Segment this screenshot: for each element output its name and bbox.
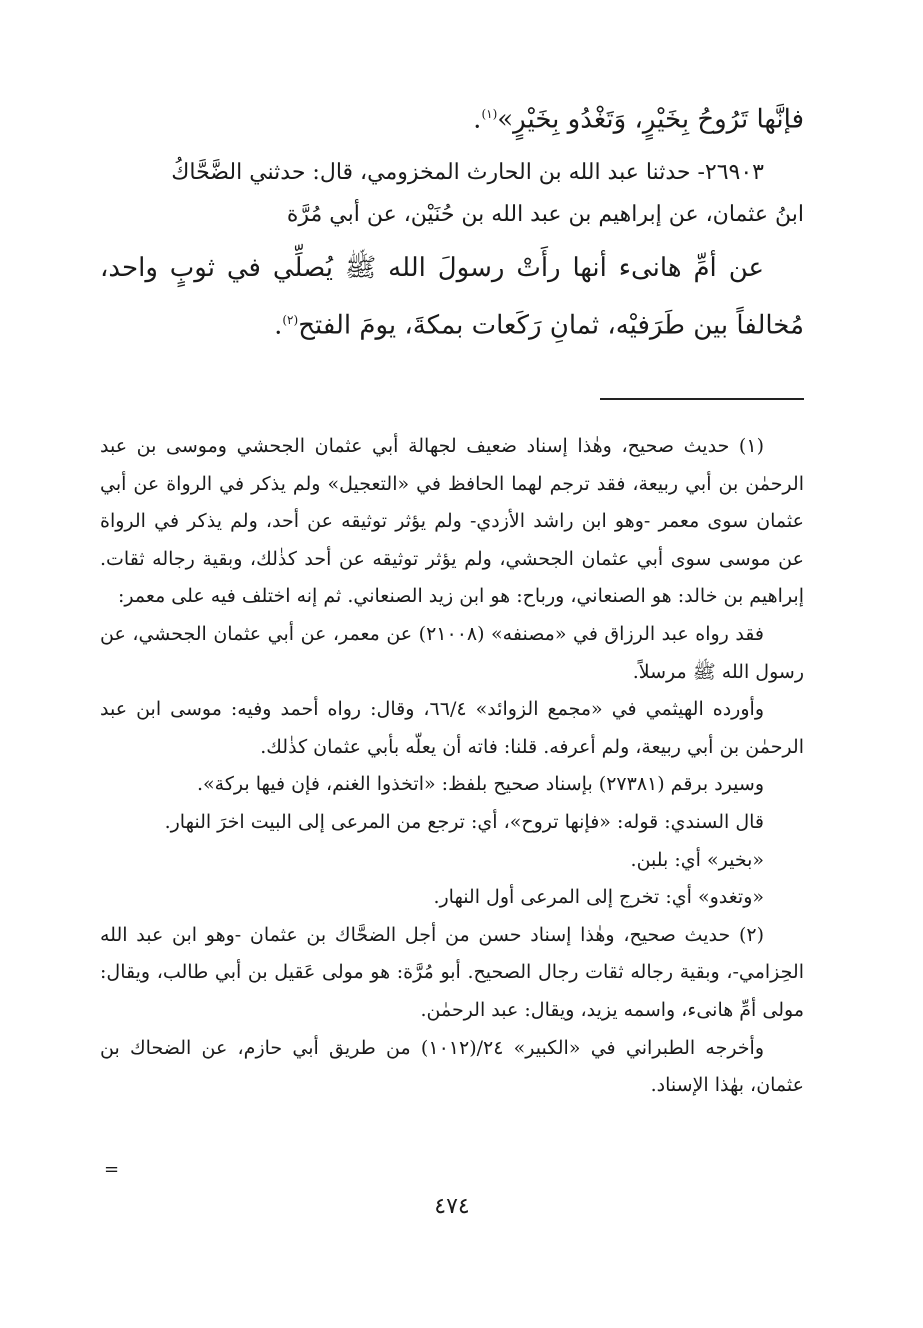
footnote-paragraph: «بخير» أي: بلبن.: [630, 848, 764, 871]
footnote-ref-1: (١): [481, 107, 498, 121]
footnote-paragraph: وأورده الهيثمي في «مجمع الزوائد» ٦٦/٤، وقال: رواه أحمد وفيه: موسى ابن عبد الرحمٰن بن أبي ربيعة، ولم أعرفه. قلنا: فاته أن يعلّه بأبي عثمان كذٰلك.: [100, 698, 804, 758]
footnote-2: (٢) حديث صحيح، وهٰذا إسناد حسن من أجل الضحَّاك بن عثمان -وهو ابن عبد الله الحِزامي-، وبقية رجاله ثقات رجال الصحيح. أبو مُرَّة: هو مولى عَقيل بن أبي طالب، ويقال: مولى أمِّ هانىء، واسمه يزيد، ويقال: عبد الرحمٰن.: [100, 923, 804, 1021]
previous-hadith-ending: [100, 90, 804, 144]
previous-hadith-text: فإنَّها تَرُوحُ بِخَيْرٍ، وَتَغْدُو بِخَيْرٍ»: [497, 104, 804, 135]
footnote-paragraph: قال السندي: قوله: «فإنها تروح»، أي: ترجع من المرعى إلى البيت اخرَ النهار.: [164, 810, 764, 833]
footnote-separator: [600, 398, 804, 400]
footnote-ref-2: (٢): [282, 312, 299, 327]
period: .: [274, 310, 283, 341]
footnotes: [100, 428, 804, 1105]
page-number: ٤٧٤: [434, 1194, 470, 1219]
hadith-matn: [100, 242, 804, 352]
footnote-paragraph: وسيرد برقم (٢٧٣٨١) بإسناد صحيح بلفظ: «اتخذوا الغنم، فإن فيها بركة».: [196, 773, 764, 796]
isnad-line-1: حدثنا عبد الله بن الحارث المخزومي، قال: حدثني الضَّحَّاكُ: [171, 159, 691, 185]
period: .: [473, 104, 482, 135]
footnote-paragraph: فقد رواه عبد الرزاق في «مصنفه» (٢١٠٠٨) عن معمر، عن أبي عثمان الجحشي، عن رسول الله ﷺ مرسلاً.: [100, 622, 804, 683]
main-text: [100, 90, 804, 351]
page-body: [100, 90, 804, 1290]
isnad-line-2: ابنُ عثمان، عن إبراهيم بن عبد الله بن حُنَيْن، عن أبي مُرَّة: [286, 201, 804, 227]
footnote-1: (١) حديث صحيح، وهٰذا إسناد ضعيف لجهالة أبي عثمان الجحشي وموسى بن عبد الرحمٰن بن أبي ربيعة، فقد ترجم لهما الحافظ في «التعجيل» ولم يذكر في الرواة عن أبي عثمان سوى معمر -وهو ابن راشد الأزدي- ولم يؤثر توثيقه عن أحد، ولم يذكر في الرواة عن موسى سوى أبي عثمان الجحشي، ولم يؤثر توثيقه عن أحد كذٰلك، وبقية رجاله ثقات. إبراهيم بن خالد: هو الصنعاني، ورباح: هو ابن زيد الصنعاني. ثم إنه اختلف فيه على معمر:: [100, 435, 804, 608]
footnote-paragraph: «وتغدو» أي: تخرج إلى المرعى أول النهار.: [433, 886, 764, 909]
footnote-paragraph: وأخرجه الطبراني في «الكبير» ٢٤/(١٠١٢) من طريق أبي حازم، عن الضحاك بن عثمان، بهٰذا الإسناد.: [100, 1036, 804, 1097]
hadith-number: ٢٦٩٠٣-: [697, 159, 764, 185]
hadith-isnad: [100, 152, 804, 236]
continuation-mark: =: [104, 1159, 120, 1180]
matn-text: عن أمِّ هانىء أنها رأَتْ رسولَ الله ﷺ يُصلِّي في ثوبٍ واحد، مُخالفاً بين طَرَفيْه، ثمانِ رَكَعات بمكةَ، يومَ الفتح: [100, 252, 804, 341]
